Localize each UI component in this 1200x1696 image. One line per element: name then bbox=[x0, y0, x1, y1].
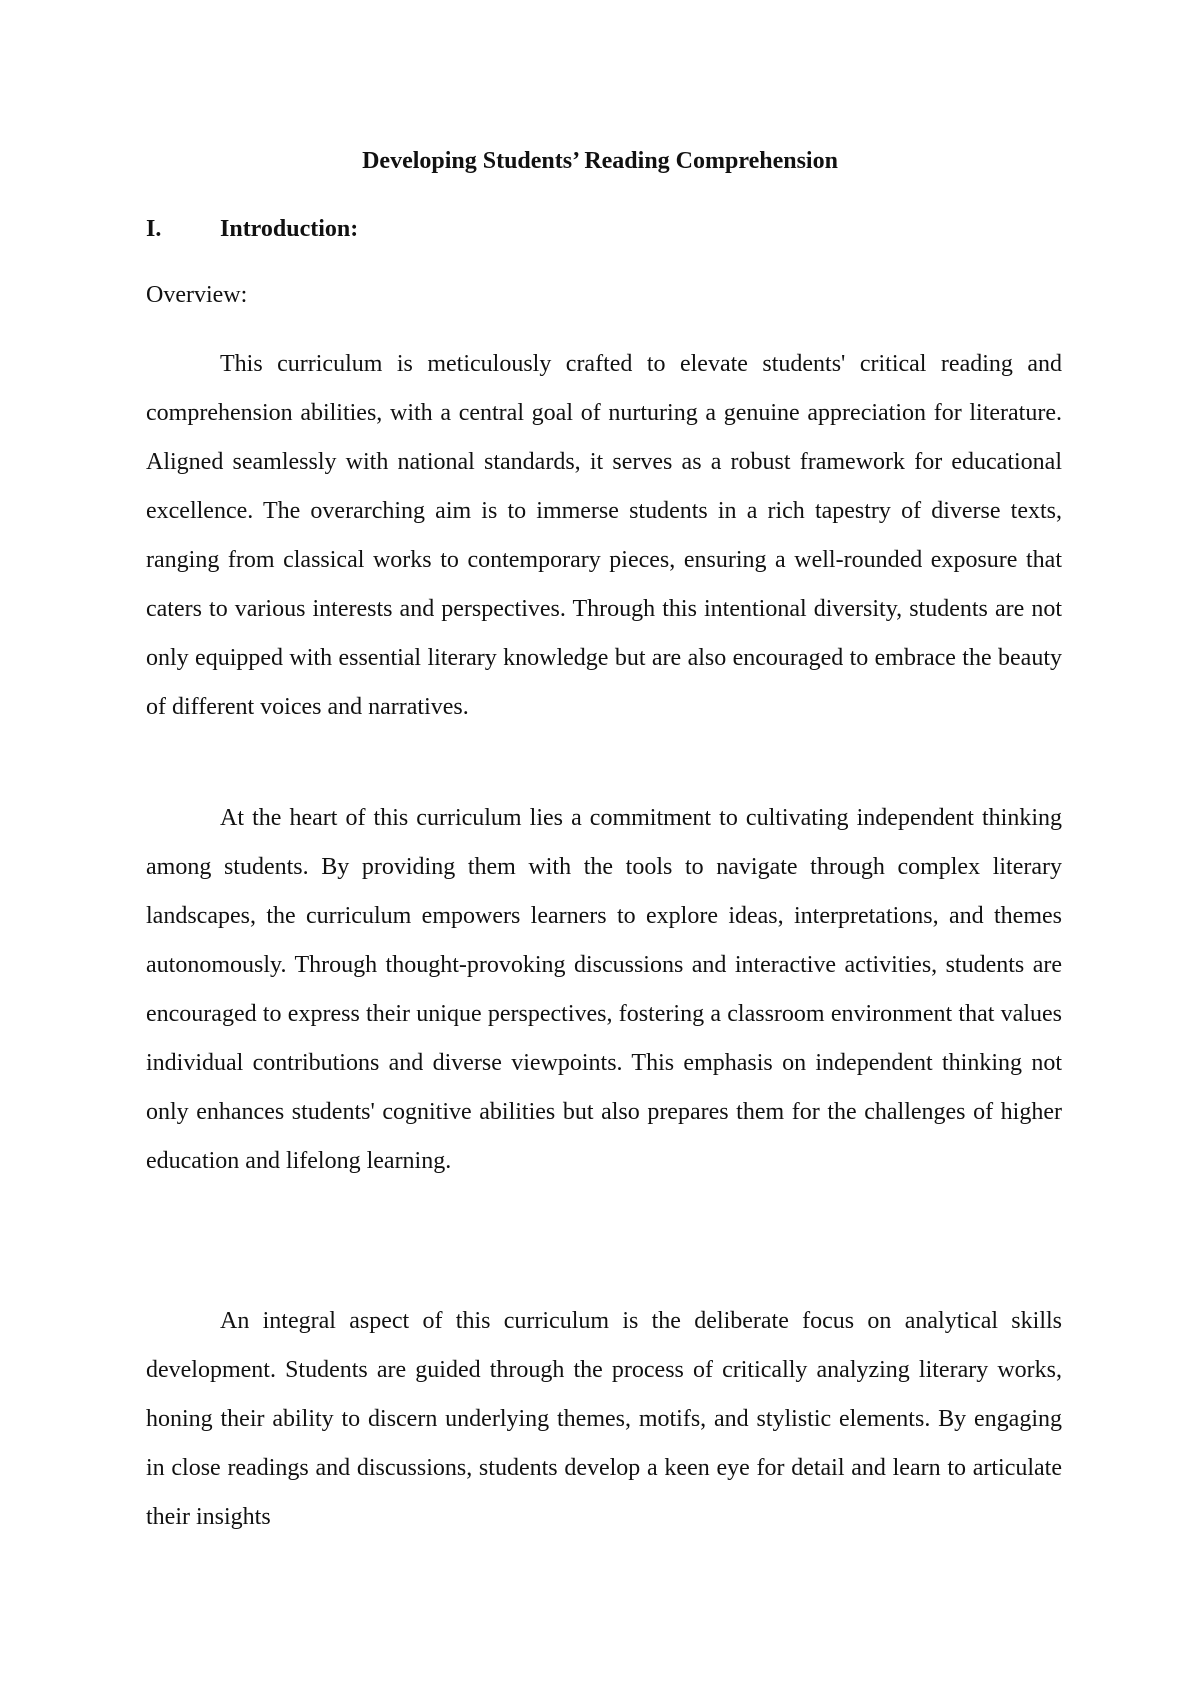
paragraph-1: This curriculum is meticulously crafted to elevate students' critical reading and comprehension abilities, with a central goal of nurturing a genuine appreciation for literature. Aligned seamlessly with national standards, it serves as a robust framework for educational excellence. The overarching aim is to immerse students in a rich tapestry of diverse texts, ranging from classical works to contemporary pieces, ensuring a well-rounded exposure that caters to various interests and perspectives. Through this intentional diversity, students are not only equipped with essential literary knowledge but are also encouraged to embrace the beauty of different voices and narratives. bbox=[146, 351, 1062, 720]
section-heading-text: Introduction: bbox=[220, 216, 359, 242]
section-number: I. bbox=[146, 216, 162, 242]
paragraph-3: An integral aspect of this curriculum is the deliberate focus on analytical skills development. Students are guided through the process of critically analyzing literary works, honing their ability to discern underlying themes, motifs, and stylistic elements. By engaging in close readings and discussions, students develop a keen eye for detail and learn to articulate their insights bbox=[146, 1308, 1062, 1530]
paragraph-2: At the heart of this curriculum lies a commitment to cultivating independent thinking among students. By providing them with the tools to navigate through complex literary landscapes, the curriculum empowers learners to explore ideas, interpretations, and themes autonomously. Through thought-provoking discussions and interactive activities, students are encouraged to express their unique perspectives, fostering a classroom environment that values individual contributions and diverse viewpoints. This emphasis on independent thinking not only enhances students' cognitive abilities but also prepares them for the challenges of higher education and lifelong learning. bbox=[146, 805, 1062, 1174]
document-title: Developing Students’ Reading Comprehension bbox=[362, 148, 838, 174]
overview-label: Overview: bbox=[146, 282, 248, 308]
section-heading bbox=[146, 214, 358, 244]
